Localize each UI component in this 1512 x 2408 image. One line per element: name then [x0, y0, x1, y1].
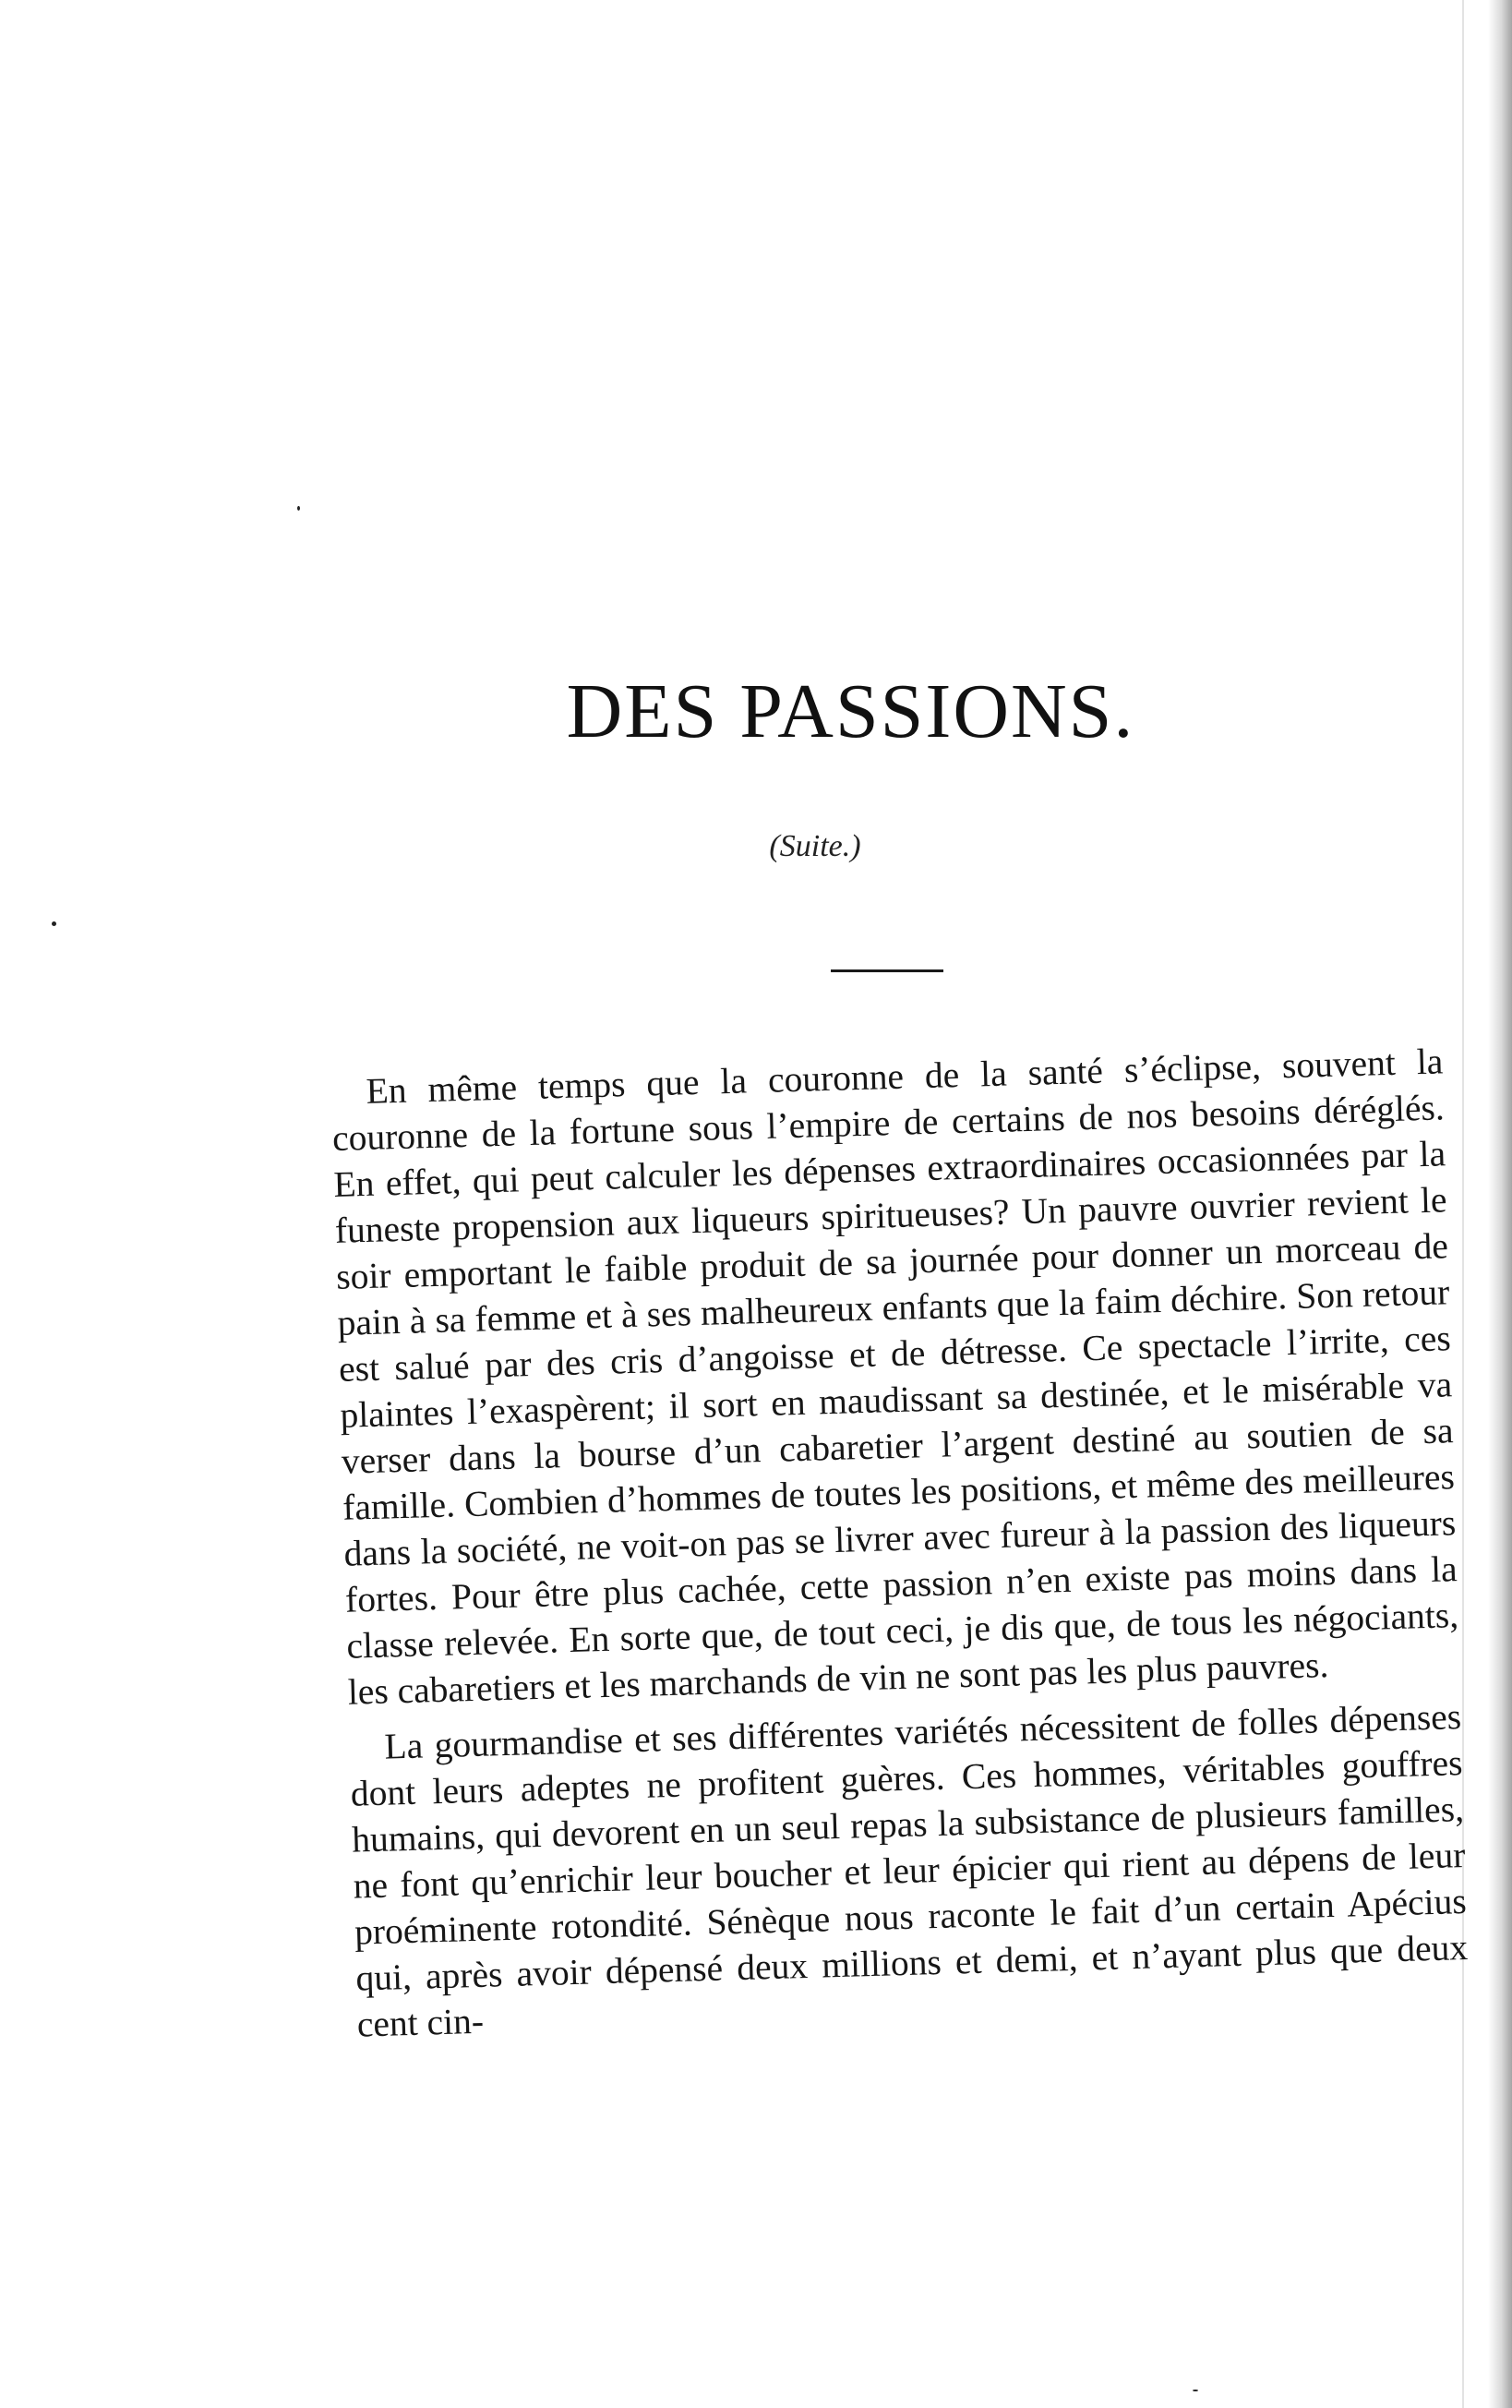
ink-speck	[52, 921, 56, 926]
chapter-subtitle: (Suite.)	[769, 829, 861, 863]
body-text	[330, 1038, 1470, 2056]
ink-speck	[1193, 2390, 1198, 2391]
paragraph-1: En même temps que la couronne de la santé s’éclipse, souvent la couronne de la fortune sous l’empire de certains de nos besoins déréglés. En effet, qui peut calculer les dépenses extraordinaires occasionnées par la funeste propension aux liqueurs spiritueuses? Un pauvre ouvrier revient le soir emportant le faible produit de sa journée pour donner un morceau de pain à sa femme et à ses malheureux enfants que la faim déchire. Son retour est salué par des cris d’angoisse et de détresse. Ce spectacle l’irrite, ces plaintes l’exaspèrent; il sort en maudissant sa destinée, et le misérable va verser dans la bourse d’un cabaretier l’argent destiné au soutien de sa famille. Combien d’hommes de toutes les positions, et même des meilleures dans la société, ne voit-on pas se livrer avec fureur à la passion des liqueurs fortes. Pour être plus cachée, cette passion n’en existe pas moins dans la classe relevée. En sorte que, de tout ceci, je dis que, de tous les négociants, les cabaretiers et les marchands de vin ne sont pas les plus pauvres.	[331, 1041, 1459, 1713]
chapter-title: DES PASSIONS.	[566, 668, 1135, 754]
page-edge-shadow	[1488, 0, 1512, 2408]
paragraph-2: La gourmandise et ses différentes variétés nécessitent de folles dépenses dont leurs adeptes ne profitent guères. Ces hommes, véritables gouffres humains, qui devorent en un seul repas la subsistance de plusieurs familles, ne font qu’enrichir leur boucher et leur épicier qui rient au dépens de leur proéminente rotondité. Sénèque nous raconte le fait d’un certain Apécius qui, après avoir dépensé deux millions et demi, et n’ayant plus que deux cent cin-	[350, 1696, 1469, 2045]
binding-edge-line	[1462, 0, 1464, 2408]
ink-speck	[297, 506, 300, 511]
title-divider-rule	[831, 969, 943, 972]
